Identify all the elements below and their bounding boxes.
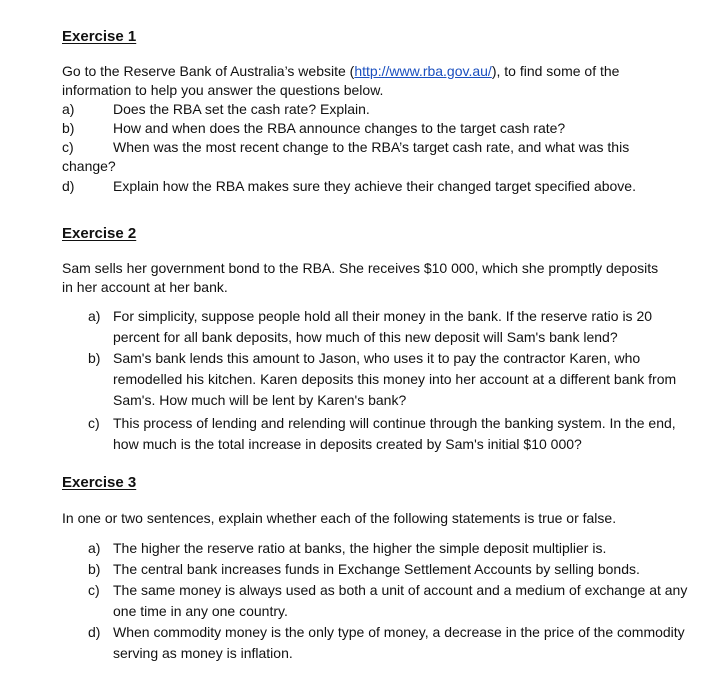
exercise-3-statement-a xyxy=(88,538,698,559)
exercise-1-question-c xyxy=(62,138,629,157)
question-label: a) xyxy=(62,101,75,117)
question-text: For simplicity, suppose people hold all their money in the bank. If the reserve ratio is 20 percent for all bank deposits, how much of this new deposit will Sam's bank lend? xyxy=(113,308,653,345)
statement-label: a) xyxy=(88,540,101,556)
statement-label: c) xyxy=(88,582,100,598)
statement-text: The central bank increases funds in Exchange Settlement Accounts by selling bonds. xyxy=(113,561,640,577)
exercise-1-question-c-continuation: change? xyxy=(62,158,116,174)
statement-text: The same money is always used as both a unit of account and a medium of exchange at any one time in any one country. xyxy=(113,582,688,619)
statement-label: b) xyxy=(88,561,101,577)
exercise-3-statement-d xyxy=(88,622,698,664)
question-text: How and when does the RBA announce changes to the target cash rate? xyxy=(113,120,566,136)
statement-label: d) xyxy=(88,624,101,640)
question-label: b) xyxy=(88,350,101,366)
exercise-1-intro-line2: information to help you answer the questions below. xyxy=(62,82,384,98)
question-label: d) xyxy=(62,178,75,194)
exercise-1-question-b xyxy=(62,119,565,138)
intro-text-after: ), to find some of the xyxy=(491,63,620,79)
exercise-3-intro: In one or two sentences, explain whether each of the following statements is true or false. xyxy=(62,510,617,526)
statement-text: When commodity money is the only type of money, a decrease in the price of the commodity serving as money is inflation. xyxy=(113,624,685,661)
exercise-2-question-a xyxy=(88,306,698,348)
exercise-2-question-b xyxy=(88,348,698,411)
question-label: b) xyxy=(62,120,75,136)
exercise-2-intro: Sam sells her government bond to the RBA. She receives $10 000, which she promptly deposits in her account at her bank. xyxy=(62,260,659,295)
question-label: a) xyxy=(88,308,101,324)
rba-website-link[interactable]: http://www.rba.gov.au/ xyxy=(354,63,492,79)
intro-text-before: Go to the Reserve Bank of Australia’s website ( xyxy=(62,63,355,79)
question-label: c) xyxy=(88,415,100,431)
exercise-1-question-d xyxy=(62,177,636,196)
question-text: Explain how the RBA makes sure they achieve their changed target specified above. xyxy=(113,178,636,194)
exercise-1-heading: Exercise 1 xyxy=(62,28,137,45)
question-label: c) xyxy=(62,139,74,155)
exercise-2-question-c xyxy=(88,413,698,455)
question-text: This process of lending and relending will continue through the banking system. In the end, how much is the total increase in deposits created by Sam's initial $10 000? xyxy=(113,415,676,452)
exercise-3-heading: Exercise 3 xyxy=(62,474,137,491)
exercise-3-statement-c xyxy=(88,580,698,622)
question-text: When was the most recent change to the RBA’s target cash rate, and what was this xyxy=(113,139,630,155)
exercise-2-heading: Exercise 2 xyxy=(62,225,137,242)
statement-text: The higher the reserve ratio at banks, the higher the simple deposit multiplier is. xyxy=(113,540,607,556)
question-text: Sam's bank lends this amount to Jason, who uses it to pay the contractor Karen, who remodelled his kitchen. Karen deposits this money into her account at a different bank from Sam's. How much will be lent by Karen's bank? xyxy=(113,350,677,408)
exercise-3-statement-b xyxy=(88,559,698,580)
exercise-1-question-a xyxy=(62,100,370,119)
question-text: Does the RBA set the cash rate? Explain. xyxy=(113,101,370,117)
exercise-1-intro xyxy=(62,62,619,81)
